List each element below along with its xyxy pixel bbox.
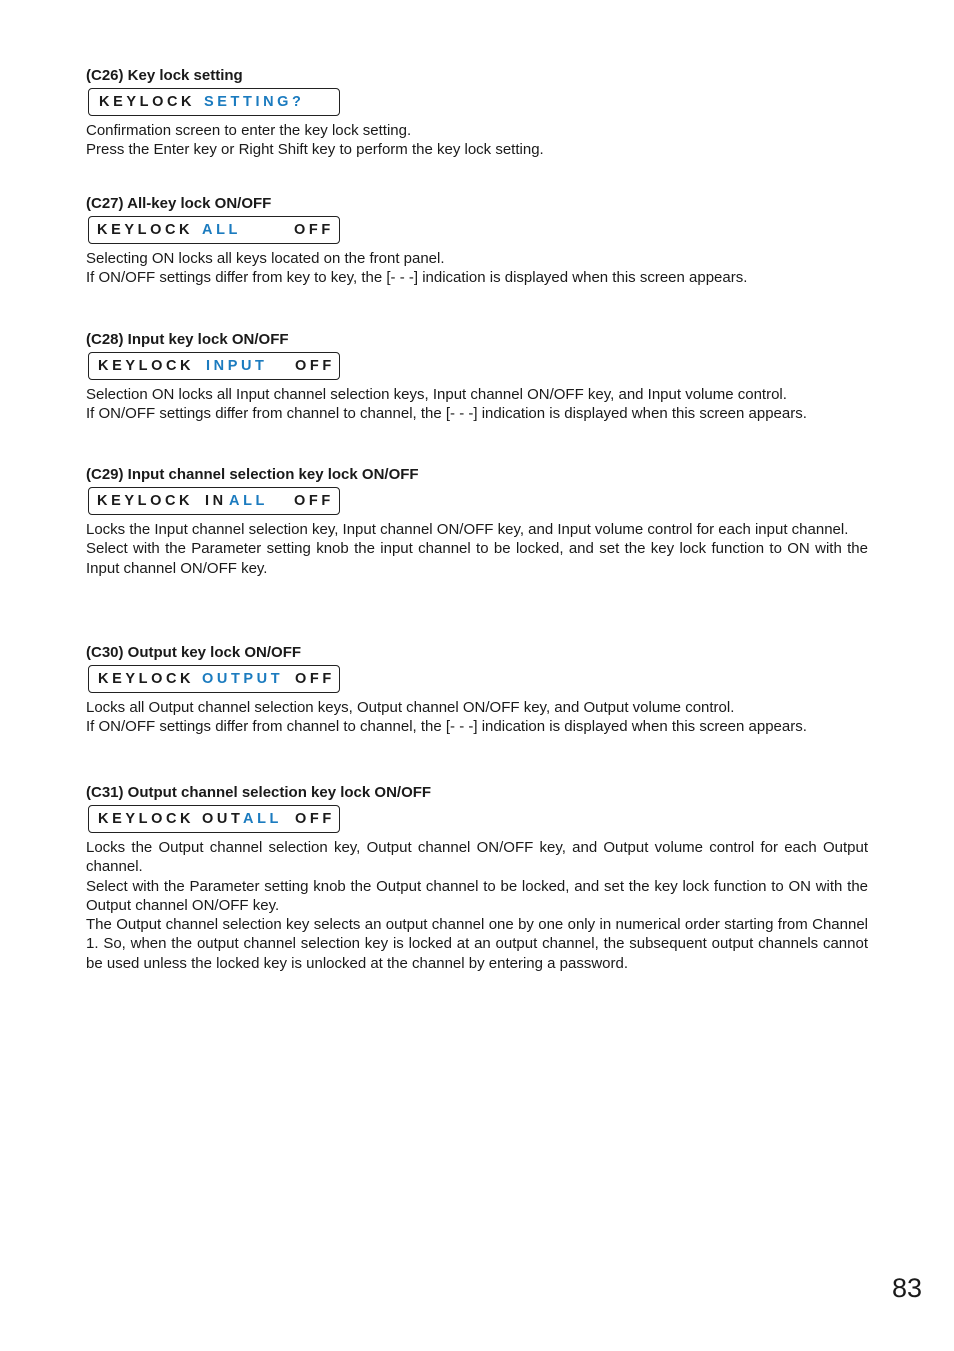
section-heading: (C29) Input channel selection key lock ON/OFF [86, 466, 419, 483]
lcd-display [88, 805, 340, 833]
section-heading: (C31) Output channel selection key lock ON/OFF [86, 784, 432, 801]
lcd-left-text: KEYLOCK [99, 94, 196, 110]
lcd-display [88, 88, 340, 116]
section-heading: (C30) Output key lock ON/OFF [86, 644, 302, 661]
section-c28 [86, 330, 868, 424]
lcd-value-text: OFF [295, 671, 335, 687]
description [86, 121, 868, 160]
description-line: Select with the Parameter setting knob the Output channel to be locked, and set the key lock function to ON with the Output channel ON/OFF key. [86, 877, 868, 914]
lcd-left-text: KEYLOCK [98, 811, 195, 827]
description-line: Locks all Output channel selection keys, Output channel ON/OFF key, and Output volume control. [86, 699, 735, 716]
description-line: Press the Enter key or Right Shift key to perform the key lock setting. [86, 141, 544, 159]
description [86, 838, 868, 973]
description [86, 249, 868, 288]
section-c29 [86, 465, 868, 578]
description-line: Selecting ON locks all keys located on the front panel. [86, 250, 445, 267]
lcd-value-text: OFF [294, 493, 334, 509]
description-line: Confirmation screen to enter the key lock setting. [86, 122, 412, 139]
section-heading: (C27) All-key lock ON/OFF [86, 195, 272, 212]
description-line: If ON/OFF settings differ from channel to channel, the [- - -] indication is displayed when this screen appears. [86, 405, 807, 423]
page-number: 83 [891, 1273, 922, 1303]
lcd-left-text: KEYLOCK [98, 358, 195, 374]
description-line: Select with the Parameter setting knob the input channel to be locked, and set the key lock function to ON with the Input channel ON/OFF key. [86, 540, 868, 577]
description-line: If ON/OFF settings differ from key to key, the [- - -] indication is displayed when this screen appears. [86, 269, 748, 287]
lcd-highlight-text: ALL [202, 222, 241, 238]
lcd-highlight-text: ALL [229, 493, 268, 509]
lcd-display [88, 665, 340, 693]
lcd-value-text: OFF [294, 222, 334, 238]
lcd-display [88, 352, 340, 380]
section-c26 [86, 66, 868, 160]
lcd-highlight-text: ALL [243, 811, 282, 827]
lcd-value-text: OFF [295, 358, 335, 374]
section-heading: (C26) Key lock setting [86, 67, 243, 84]
lcd-value-text: OFF [295, 811, 335, 827]
description [86, 520, 868, 578]
section-heading: (C28) Input key lock ON/OFF [86, 331, 289, 348]
description-line: If ON/OFF settings differ from channel to channel, the [- - -] indication is displayed when this screen appears. [86, 718, 807, 736]
lcd-display [88, 487, 340, 515]
section-c31 [86, 783, 868, 973]
lcd-display [88, 216, 340, 244]
description [86, 698, 868, 737]
lcd-prefix-text: IN [205, 493, 227, 509]
description-line: Locks the Input channel selection key, Input channel ON/OFF key, and Input volume control for each input channel. [86, 521, 849, 538]
lcd-left-text: KEYLOCK [97, 493, 194, 509]
lcd-highlight-text: INPUT [206, 358, 268, 374]
section-c30 [86, 643, 868, 737]
lcd-left-text: KEYLOCK [97, 222, 194, 238]
description-line: The Output channel selection key selects an output channel one by one only in numerical order starting from Channel 1. So, when the output channel selection key is locked at an output channel, the subsequent output channels cannot be used unless the locked key is unlocked at the channel by entering a password. [86, 916, 868, 972]
lcd-left-text: KEYLOCK [98, 671, 195, 687]
lcd-highlight-text: OUTPUT [202, 671, 284, 687]
lcd-highlight-text: SETTING? [204, 94, 305, 110]
description [86, 385, 868, 424]
lcd-prefix-text: OUT [202, 811, 244, 827]
section-c27 [86, 194, 868, 288]
description-line: Selection ON locks all Input channel selection keys, Input channel ON/OFF key, and Input volume control. [86, 386, 787, 403]
description-line: Locks the Output channel selection key, Output channel ON/OFF key, and Output volume control for each Output channel. [86, 839, 868, 876]
